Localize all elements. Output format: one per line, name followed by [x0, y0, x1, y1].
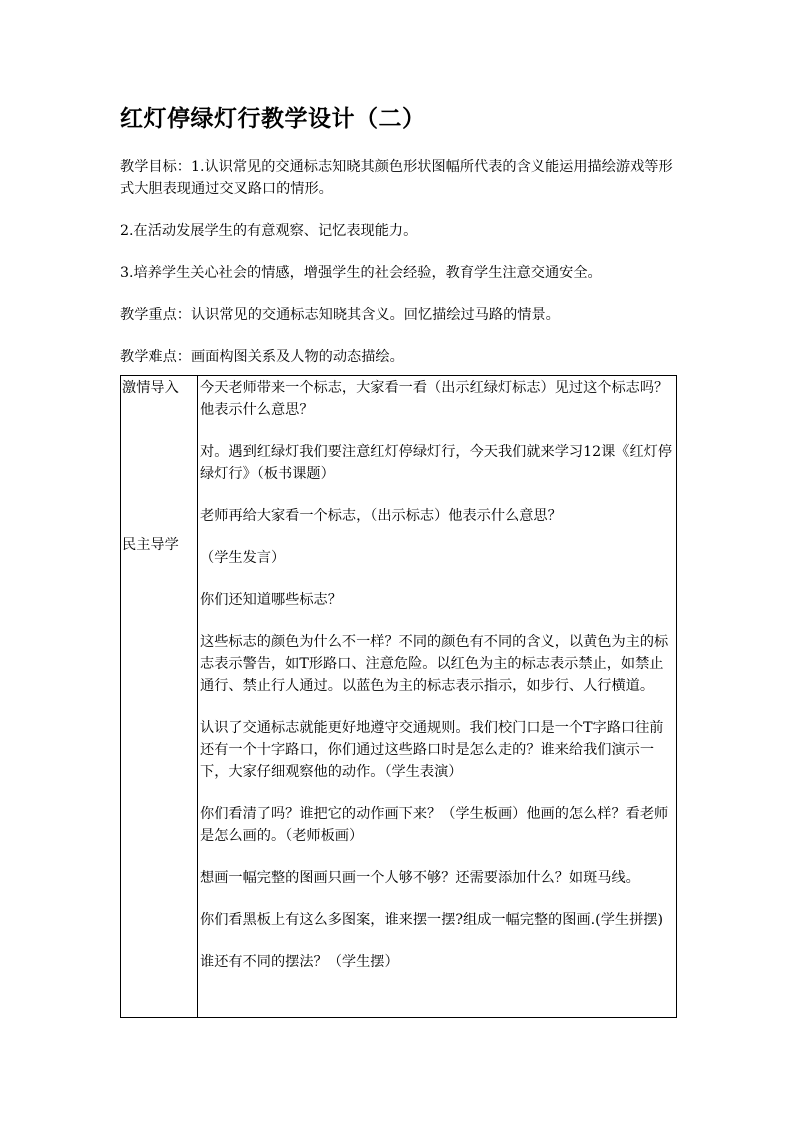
content-paragraph: 今天老师带来一个标志，大家看一看（出示红绿灯标志）见过这个标志吗？他表示什么意思？: [200, 380, 669, 418]
content-paragraph: 想画一幅完整的图画只画一个人够不够？还需要添加什么？如斑马线。: [200, 870, 640, 886]
document-title: 红灯停绿灯行教学设计（二）: [120, 105, 426, 132]
lesson-table: [120, 375, 677, 1018]
stage-column: [121, 376, 198, 1018]
stage-label-intro: 激情导入: [122, 380, 179, 396]
content-paragraph: 认识了交通标志就能更好地遵守交通规则。我们校门口是一个T字路口往前还有一个十字路口，你们通过这些路口时是怎么走的？谁来给我们演示一下，大家仔细观察他的动作。（学生表演）: [200, 720, 664, 780]
table-row: [121, 376, 677, 1018]
stage-label-guided: 民主导学: [122, 537, 179, 553]
content-wrap: [198, 376, 676, 973]
difficulties-paragraph: 教学难点：画面构图关系及人物的动态描绘。: [120, 349, 404, 365]
content-paragraph: 谁还有不同的摆法？（学生摆）: [200, 954, 399, 970]
content-column: [198, 376, 677, 1018]
content-paragraph: 这些标志的颜色为什么不一样？不同的颜色有不同的含义，以黄色为主的标志表示警告，如T形路口、注意危险。以红色为主的标志表示禁止，如禁止通行、禁止行人通过。以蓝色为主的标志表示指示，如步行、人行横道。: [200, 634, 669, 694]
objective-paragraph-2: 2.在活动发展学生的有意观察、记忆表现能力。: [120, 223, 418, 239]
content-paragraph: 你们看清了吗？谁把它的动作画下来？（学生板画）他画的怎么样？看老师是怎么画的。（老师板画）: [200, 806, 669, 844]
content-paragraph: 你们看黑板上有这么多图案，谁来摆一摆?组成一幅完整的图画.(学生拼摆): [200, 912, 664, 928]
content-paragraph: 你们还知道哪些标志？: [200, 592, 342, 608]
objective-paragraph-1: 教学目标：1.认识常见的交通标志知晓其颜色形状图幅所代表的含义能运用描绘游戏等形式大胆表现通过交叉路口的情形。: [120, 159, 673, 197]
key-points-paragraph: 教学重点：认识常见的交通标志知晓其含义。回忆描绘过马路的情景。: [120, 307, 560, 323]
objective-paragraph-3: 3.培养学生关心社会的情感，增强学生的社会经验，教育学生注意交通安全。: [120, 265, 602, 281]
content-paragraph: （学生发言）: [200, 550, 286, 566]
content-paragraph: 对。遇到红绿灯我们要注意红灯停绿灯行，今天我们就来学习12课《红灯停绿灯行》（板书课题）: [200, 444, 673, 482]
objectives-section: [120, 156, 676, 388]
content-paragraph: 老师再给大家看一个标志，（出示标志）他表示什么意思？: [200, 508, 562, 524]
